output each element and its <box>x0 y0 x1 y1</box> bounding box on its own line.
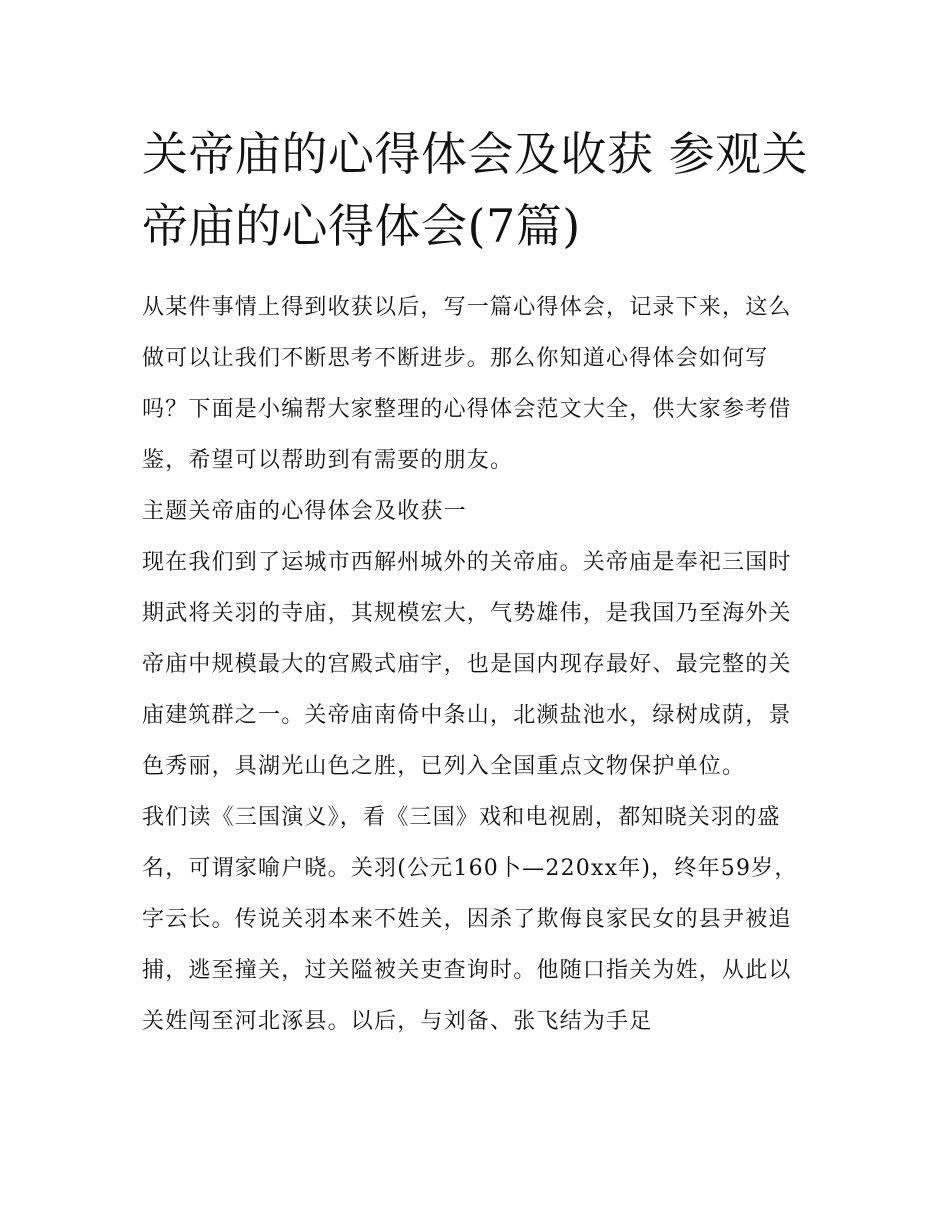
body-paragraph: 我们读《三国演义》，看《三国》戏和电视剧，都知晓关羽的盛名，可谓家喻户晓。关羽(公元160卜—220xx年)，终年59岁，字云长。传说关羽本来不姓关，因杀了欺侮良家民女的县尹被追捕，逃至撞关，过关隘被关吏查询时。他随口指关为姓，从此以关姓闯至河北涿县。以后，与刘备、张飞结为手足 <box>142 805 798 1034</box>
section-heading: 主题关帝庙的心得体会及收获一 <box>142 499 467 524</box>
document-title: 关帝庙的心得体会及收获 参观关帝庙的心得体会(7篇) <box>142 127 809 253</box>
intro-paragraph: 从某件事情上得到收获以后，写一篇心得体会，记录下来，这么做可以让我们不断思考不断进步。那么你知道心得体会如何写吗？下面是小编帮大家整理的心得体会范文大全，供大家参考借鉴，希望可以帮助到有需要的朋友。 <box>142 295 792 473</box>
document-page <box>142 118 812 1047</box>
body-paragraph: 现在我们到了运城市西解州城外的关帝庙。关帝庙是奉祀三国时期武将关羽的寺庙，其规模宏大，气势雄伟，是我国乃至海外关帝庙中规模最大的宫殿式庙宇，也是国内现存最好、最完整的关庙建筑群之一。关帝庙南倚中条山，北濒盐池水，绿树成荫，景色秀丽，具湖光山色之胜，已列入全国重点文物保护单位。 <box>142 550 792 779</box>
